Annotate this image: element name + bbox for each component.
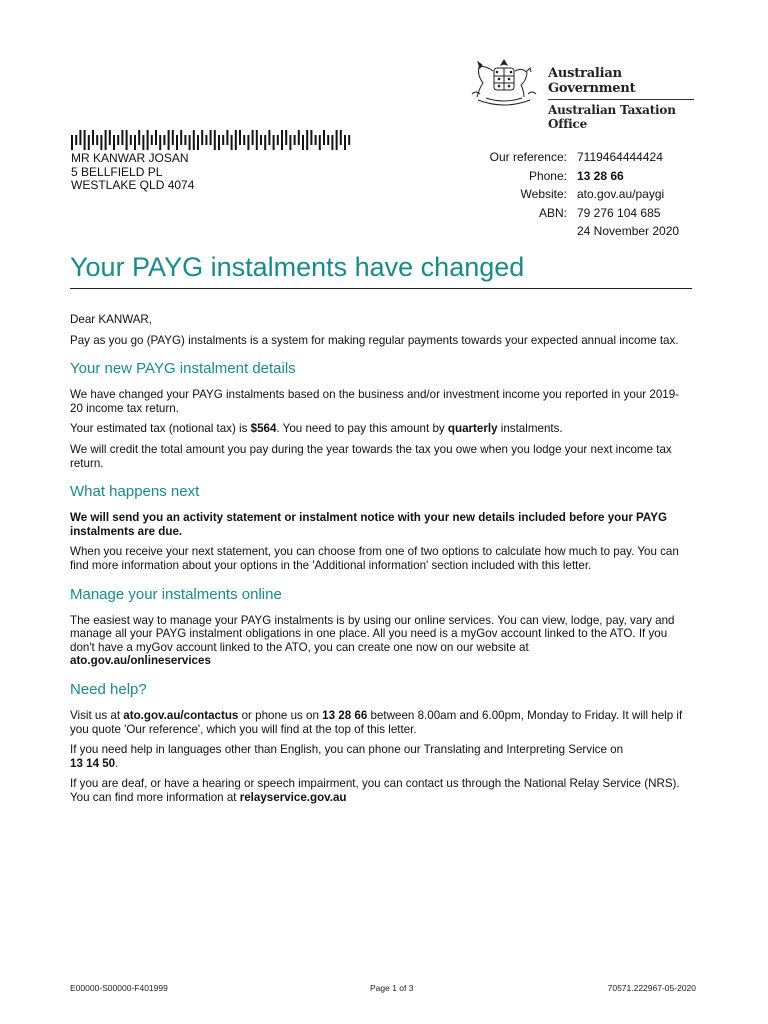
our-reference-value: 7119464444424 xyxy=(577,150,663,165)
help-paragraph-3: If you are deaf, or have a hearing or speech impairment, you can contact us through the National Relay Service (NRS). You can find more information at relayservice.gov.au xyxy=(70,777,680,804)
next-paragraph-1: We will send you an activity statement or instalment notice with your new details included before your PAYG instalments are due. xyxy=(70,511,667,538)
greeting: Dear KANWAR, xyxy=(70,313,153,326)
tis-phone: 13 14 50 xyxy=(70,756,116,770)
details-paragraph-3: We will credit the total amount you pay during the year towards the tax you owe when you lodge your next income tax return. xyxy=(70,442,672,470)
help-phone: 13 28 66 xyxy=(322,708,368,722)
intro-paragraph: Pay as you go (PAYG) instalments is a system for making regular payments towards your expected annual income tax. xyxy=(70,333,679,347)
abn-label: ABN: xyxy=(538,205,567,220)
abn-value: 79 276 104 685 xyxy=(577,205,661,220)
instalment-frequency: quarterly xyxy=(447,422,498,436)
relay-service-link[interactable]: relayservice.gov.au xyxy=(239,790,347,804)
details-paragraph-1: We have changed your PAYG instalments based on the business and/or investment income you reported in your 2019-20 income tax return. xyxy=(70,388,680,415)
online-paragraph: The easiest way to manage your PAYG instalments is by using our online services. You can view, lodge, pay, vary and manage all your PAYG instalment obligations in one place. All you need is a myGov account linked to the ATO. If you don't have a myGov account linked to the ATO, you can create one now on our website at ato.gov.au/onlineservices xyxy=(70,613,675,668)
website-label: Website: xyxy=(520,187,567,202)
coat-of-arms-icon xyxy=(466,56,542,106)
recipient-name: MR KANWAR JOSAN xyxy=(71,151,189,165)
letter-body xyxy=(70,313,690,811)
our-reference-label: Our reference: xyxy=(489,150,567,165)
footer-document-code: E00000-S00000-F401999 xyxy=(70,983,168,993)
letter-date: 24 November 2020 xyxy=(577,224,680,239)
details-paragraph-2: Your estimated tax (notional tax) is $564. You need to pay this amount by quarterly instalments. xyxy=(70,422,563,436)
online-services-link[interactable]: ato.gov.au/onlineservices xyxy=(70,654,211,668)
phone-value: 13 28 66 xyxy=(577,168,624,183)
website-value[interactable]: ato.gov.au/paygi xyxy=(577,187,665,202)
next-paragraph-2: When you receive your next statement, you can choose from one of two options to calculate how much to pay. You can find more information about your options in the 'Additional information' section included with this letter. xyxy=(70,545,679,572)
help-paragraph-2: If you need help in languages other than English, you can phone our Translating and Interpreting Service on 13 14 50. xyxy=(70,743,624,770)
logo-divider xyxy=(548,99,694,100)
online-heading: Manage your instalments online xyxy=(70,585,282,603)
ato-logo xyxy=(466,56,696,131)
recipient-street: 5 BELLFIELD PL xyxy=(71,164,163,179)
title-divider xyxy=(70,288,692,289)
logo-line-tax-office: Australian Taxation Office xyxy=(548,103,676,131)
recipient-address xyxy=(71,152,194,193)
details-heading: Your new PAYG instalment details xyxy=(70,360,296,378)
footer-form-code: 70571.222967-05-2020 xyxy=(607,983,696,993)
contact-link[interactable]: ato.gov.au/contactus xyxy=(123,708,239,722)
next-heading: What happens next xyxy=(70,483,200,501)
footer-page-number: Page 1 of 3 xyxy=(370,983,414,993)
letter-title: Your PAYG instalments have changed xyxy=(70,252,525,282)
estimated-tax-amount: $564 xyxy=(250,422,277,436)
help-heading: Need help? xyxy=(70,680,147,698)
help-paragraph-1: Visit us at ato.gov.au/contactus or phone us on 13 28 66 between 8.00am and 6.00pm, Monday to Friday. It will help if you quote 'Our reference', which you will find at the top of this letter. xyxy=(70,708,683,736)
logo-line-government: Australian Government xyxy=(548,66,636,96)
postal-barcode xyxy=(70,130,352,150)
reference-block xyxy=(468,148,679,241)
recipient-city: WESTLAKE QLD 4074 xyxy=(71,178,195,192)
phone-label: Phone: xyxy=(528,168,567,183)
